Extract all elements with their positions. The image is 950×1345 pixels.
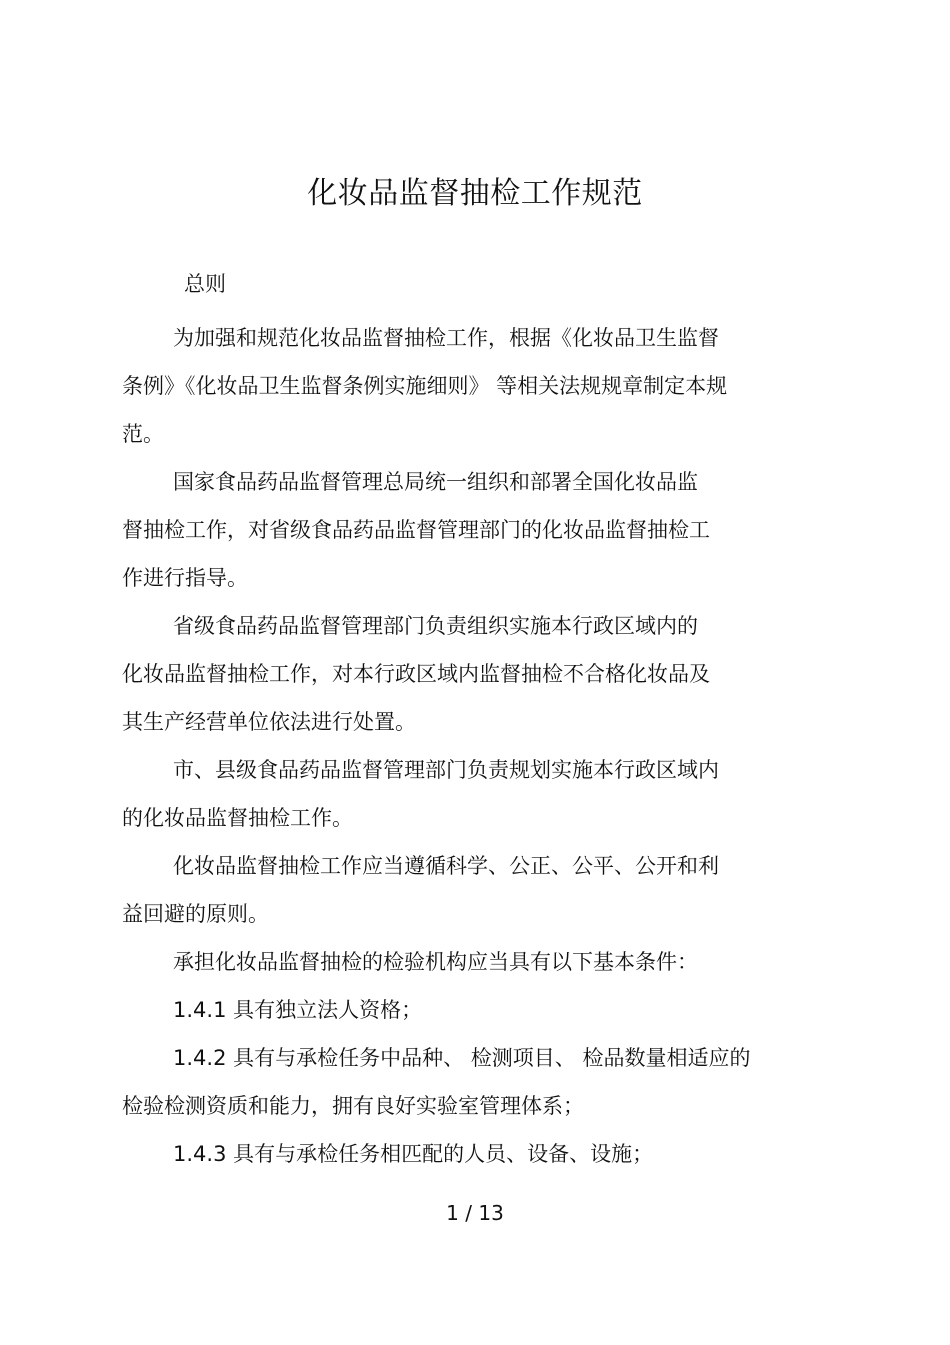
document-title: 化妆品监督抽检工作规范 [307,176,643,211]
paragraph-line: 承担化妆品监督抽检的检验机构应当具有以下基本条件： [173,950,698,974]
paragraph-line: 化妆品监督抽检工作，对本行政区域内监督抽检不合格化妆品及 [122,662,710,686]
paragraph-line: 检验检测资质和能力，拥有良好实验室管理体系； [122,1094,584,1118]
paragraph-line: 督抽检工作，对省级食品药品监督管理部门的化妆品监督抽检工 [122,518,710,542]
paragraph-line: 益回避的原则。 [122,902,269,926]
paragraph-line: 其生产经营单位依法进行处置。 [122,710,416,734]
page-indicator: 1 / 13 [446,1201,504,1225]
paragraph-line: 的化妆品监督抽检工作。 [122,806,353,830]
list-item: 1.4.3 具有与承检任务相匹配的人员、设备、设施； [173,1142,654,1166]
list-item: 1.4.2 具有与承检任务中品种、 检测项目、 检品数量相适应的 [173,1046,751,1070]
section-heading: 总则 [184,272,226,296]
paragraph-line: 国家食品药品监督管理总局统一组织和部署全国化妆品监 [173,470,698,494]
paragraph-line: 省级食品药品监督管理部门负责组织实施本行政区域内的 [173,614,698,638]
paragraph-line: 化妆品监督抽检工作应当遵循科学、公正、公平、公开和利 [173,854,719,878]
paragraph-line: 范。 [122,422,164,446]
paragraph-line: 作进行指导。 [122,566,248,590]
paragraph-line: 为加强和规范化妆品监督抽检工作，根据《化妆品卫生监督 [173,326,719,350]
paragraph-line: 市、县级食品药品监督管理部门负责规划实施本行政区域内 [173,758,719,782]
paragraph-line: 条例》《化妆品卫生监督条例实施细则》 等相关法规规章制定本规 [122,374,728,398]
list-item: 1.4.1 具有独立法人资格； [173,998,423,1022]
